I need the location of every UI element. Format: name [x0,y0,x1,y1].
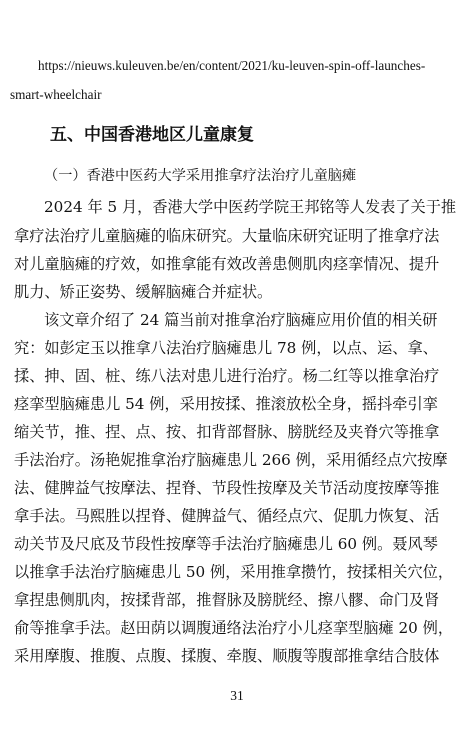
paragraph-1-line-4: 肌力、矫正姿势、缓解脑瘫合并症状。 [14,283,273,301]
paragraph-2-line-6: 手法治疗。汤艳妮推拿治疗脑瘫患儿 266 例，采用循经点穴按摩 [14,451,448,469]
subsection-heading: （一）香港中医药大学采用推拿疗法治疗儿童脑瘫 [44,168,357,184]
paragraph-2-line-7: 法、健脾益气按摩法、捏脊、节段性按摩及关节活动度按摩等推 [14,479,440,497]
paragraph-1-line-1: 2024 年 5 月，香港大学中医药学院王邦铭等人发表了关于推 [44,198,457,216]
paragraph-2-line-8: 拿手法。马熙胜以捏脊、健脾益气、循经点穴、促肌力恢复、活 [14,507,440,525]
reference-url-line-2[interactable]: smart-wheelchair [10,87,102,102]
paragraph-2-line-13: 采用摩腹、推腹、点腹、揉腹、牵腹、顺腹等腹部推拿结合肢体 [14,647,440,665]
paragraph-1-line-2: 拿疗法治疗儿童脑瘫的临床研究。大量临床研究证明了推拿疗法 [14,227,440,245]
reference-url-line-1[interactable]: https://nieuws.kuleuven.be/en/content/2021/ku-leuven-spin-off-launches- [38,58,426,73]
paragraph-1-line-3: 对儿童脑瘫的疗效，如推拿能有效改善患侧肌肉痉挛情况、提升 [14,255,440,273]
paragraph-2-line-3: 揉、抻、固、桩、练八法对患儿进行治疗。杨二红等以推拿治疗 [14,367,440,385]
paragraph-2-line-4: 痉挛型脑瘫患儿 54 例，采用按揉、推滚放松全身，摇抖牵引挛 [14,395,438,413]
paragraph-2-line-1: 该文章介绍了 24 篇当前对推拿治疗脑瘫应用价值的相关研 [44,311,438,329]
section-heading: 五、中国香港地区儿童康复 [50,125,254,145]
paragraph-2-line-11: 拿捏患侧肌肉，按揉背部，推督脉及膀胱经、擦八髎、命门及肾 [14,591,440,609]
paragraph-2-line-10: 以推拿手法治疗脑瘫患儿 50 例，采用推拿攒竹，按揉相关穴位， [14,563,454,581]
paragraph-2-line-12: 俞等推拿手法。赵田荫以调腹通络法治疗小儿痉挛型脑瘫 20 例， [14,619,454,637]
paragraph-2-line-5: 缩关节，推、捏、点、按、扣背部督脉、膀胱经及夹脊穴等推拿 [14,423,440,441]
paragraph-2-line-9: 动关节及尺底及节段性按摩等手法治疗脑瘫患儿 60 例。聂风琴 [14,535,438,553]
page-number: 31 [230,688,244,703]
paragraph-2-line-2: 究：如彭定玉以推拿八法治疗脑瘫患儿 78 例，以点、运、拿、 [14,339,438,357]
